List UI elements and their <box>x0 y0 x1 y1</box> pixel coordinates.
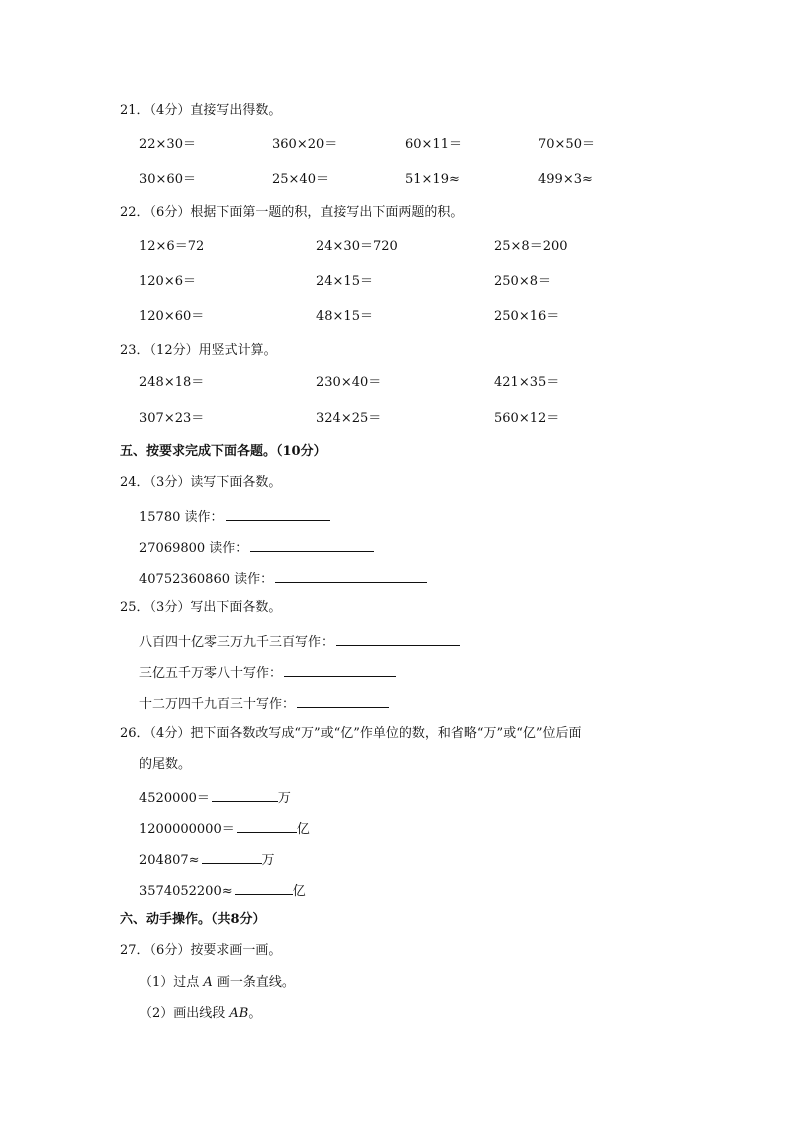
q22-title: 22．（6分）根据下面第一题的积，直接写出下面两题的积。 <box>120 205 464 220</box>
q21-r2-c1: 30×60＝ <box>139 172 196 187</box>
q26-item-3 <box>139 850 275 869</box>
q21-title: 21．（4分）直接写出得数。 <box>120 103 282 118</box>
q26-item-3-expr: 204807≈ <box>139 853 200 868</box>
q23-r2-c1: 307×23＝ <box>139 411 205 426</box>
q22-r1-c2: 24×30＝720 <box>316 239 398 254</box>
q23-r2-c3: 560×12＝ <box>494 411 560 426</box>
q26-item-1-unit: 万 <box>277 791 291 806</box>
q21-r1-c1: 22×30＝ <box>139 137 196 152</box>
q22-r3-c2: 48×15＝ <box>316 309 373 324</box>
q25-item-1-label: 八百四十亿零三万九千三百写作： <box>139 635 335 650</box>
q27-step-1-a: （1）过点 <box>139 975 204 990</box>
answer-blank[interactable] <box>250 538 374 552</box>
q21-r1-c4: 70×50＝ <box>538 137 595 152</box>
q24-title: 24．（3分）读写下面各数。 <box>120 475 282 490</box>
q26-title-line-1: 26．（4分）把下面各数改写成“万”或“亿”作单位的数，和省略“万”或“亿”位后面 <box>120 726 582 741</box>
point-a-label: A <box>203 975 213 990</box>
answer-blank[interactable] <box>212 788 278 802</box>
answer-blank[interactable] <box>284 663 396 677</box>
q21-r2-c4: 499×3≈ <box>538 172 593 187</box>
q24-item-1 <box>139 507 330 526</box>
q23-r1-c2: 230×40＝ <box>316 375 382 390</box>
q25-item-1 <box>139 632 460 651</box>
q26-item-2-expr: 1200000000＝ <box>139 822 235 837</box>
q22-r2-c3: 250×8＝ <box>494 274 551 289</box>
q23-r2-c2: 324×25＝ <box>316 411 382 426</box>
q25-item-3 <box>139 694 389 713</box>
q22-r3-c3: 250×16＝ <box>494 309 560 324</box>
q24-item-2 <box>139 538 374 557</box>
q24-item-2-label: 27069800 读作： <box>139 541 249 556</box>
q25-title: 25．（3分）写出下面各数。 <box>120 600 282 615</box>
q24-item-3 <box>139 569 427 588</box>
q26-item-2-unit: 亿 <box>296 822 310 837</box>
q22-r2-c2: 24×15＝ <box>316 274 373 289</box>
q24-item-1-label: 15780 读作： <box>139 510 224 525</box>
q23-r1-c3: 421×35＝ <box>494 375 560 390</box>
q21-r2-c2: 25×40＝ <box>272 172 329 187</box>
q21-r1-c2: 360×20＝ <box>272 137 338 152</box>
q21-r2-c3: 51×19≈ <box>405 172 460 187</box>
q27-step-2-c: 。 <box>248 1006 262 1021</box>
section-6-heading: 六、动手操作。（共8分） <box>120 912 266 927</box>
q21-r1-c3: 60×11＝ <box>405 137 462 152</box>
q26-item-4 <box>139 881 306 900</box>
answer-blank[interactable] <box>202 850 262 864</box>
q25-item-3-label: 十二万四千九百三十写作： <box>139 697 296 712</box>
q27-step-2 <box>139 1006 261 1022</box>
q23-title: 23．（12分）用竖式计算。 <box>120 343 277 358</box>
q26-item-4-unit: 亿 <box>292 884 306 899</box>
answer-blank[interactable] <box>226 507 330 521</box>
q23-r1-c1: 248×18＝ <box>139 375 205 390</box>
q24-item-3-label: 40752360860 读作： <box>139 572 274 587</box>
q26-item-3-unit: 万 <box>261 853 275 868</box>
q26-item-4-expr: 3574052200≈ <box>139 884 233 899</box>
q26-title-line-2: 的尾数。 <box>139 757 192 772</box>
q22-r1-c3: 25×8＝200 <box>494 239 568 254</box>
q26-item-1 <box>139 788 291 807</box>
q22-r3-c1: 120×60＝ <box>139 309 205 324</box>
q26-item-1-expr: 4520000＝ <box>139 791 210 806</box>
q27-step-1 <box>139 975 295 991</box>
segment-ab-label: AB <box>229 1006 249 1021</box>
q22-r1-c1: 12×6＝72 <box>139 239 205 254</box>
q25-item-2-label: 三亿五千万零八十写作： <box>139 666 283 681</box>
q25-item-2 <box>139 663 396 682</box>
answer-blank[interactable] <box>275 569 427 583</box>
answer-blank[interactable] <box>235 881 293 895</box>
q26-item-2 <box>139 819 310 838</box>
section-5-heading: 五、按要求完成下面各题。（10分） <box>120 444 327 459</box>
answer-blank[interactable] <box>297 694 389 708</box>
q27-step-2-a: （2）画出线段 <box>139 1006 230 1021</box>
q27-step-1-c: 画一条直线。 <box>212 975 295 990</box>
q22-r2-c1: 120×6＝ <box>139 274 196 289</box>
answer-blank[interactable] <box>237 819 297 833</box>
answer-blank[interactable] <box>336 632 460 646</box>
q27-title: 27．（6分）按要求画一画。 <box>120 943 282 958</box>
